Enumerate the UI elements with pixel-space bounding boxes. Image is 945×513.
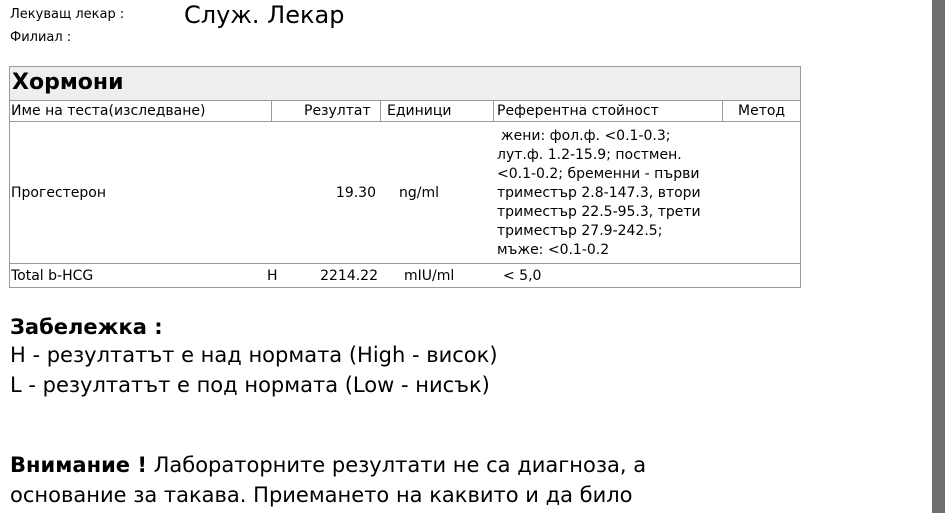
row-units: ng/ml <box>399 185 440 201</box>
note-line-low: L - резултатът е под нормата (Low - нисък) <box>10 373 490 397</box>
col-divider <box>722 101 723 121</box>
warning-line-2: основание за такава. Приемането на каквито и да било <box>10 483 633 507</box>
col-header-test: Име на теста(изследване) <box>11 103 206 119</box>
row-test-name: Total b-HCG <box>11 268 94 284</box>
col-header-result: Резултат <box>304 103 371 119</box>
doctor-value: Служ. Лекар <box>184 1 345 29</box>
branch-label: Филиал : <box>10 30 72 45</box>
row-flag: H <box>267 268 278 284</box>
row-divider <box>10 263 800 264</box>
reference-line: триместър 27.9-242.5; <box>497 223 663 239</box>
col-header-units: Единици <box>387 103 452 119</box>
note-line-high: H - резултатът е над нормата (High - висок) <box>10 343 498 367</box>
row-result: 2214.22 <box>320 268 378 284</box>
row-reference-range <box>497 127 727 260</box>
doctor-label: Лекуващ лекар : <box>10 7 125 22</box>
header-divider <box>10 121 800 122</box>
warning-label: Внимание ! <box>10 453 147 477</box>
col-header-method: Метод <box>738 103 786 119</box>
col-header-reference: Референтна стойност <box>497 103 659 119</box>
row-result: 19.30 <box>335 185 376 201</box>
note-title: Забележка : <box>10 315 163 339</box>
reference-line: лут.ф. 1.2-15.9; постмен. <box>497 147 682 163</box>
reference-line: триместър 2.8-147.3, втори <box>497 185 701 201</box>
warning-text: Лабораторните резултати не са диагноза, а <box>146 453 647 477</box>
section-title-bar <box>10 67 800 101</box>
scrollbar[interactable] <box>932 0 945 513</box>
hormones-table <box>9 66 801 288</box>
section-title: Хормони <box>12 70 124 95</box>
warning-line-1 <box>10 450 910 480</box>
col-divider <box>271 101 272 121</box>
row-test-name: Прогестерон <box>11 185 107 201</box>
row-units: mIU/ml <box>404 268 455 284</box>
reference-line: <0.1-0.2; бременни - първи <box>497 166 700 182</box>
col-divider <box>493 101 494 121</box>
reference-line: жени: фол.ф. <0.1-0.3; <box>501 128 671 144</box>
reference-line: мъже: <0.1-0.2 <box>497 242 610 258</box>
col-divider <box>380 101 381 121</box>
reference-line: триместър 22.5-95.3, трети <box>497 204 701 220</box>
row-reference-range: < 5,0 <box>503 268 542 284</box>
